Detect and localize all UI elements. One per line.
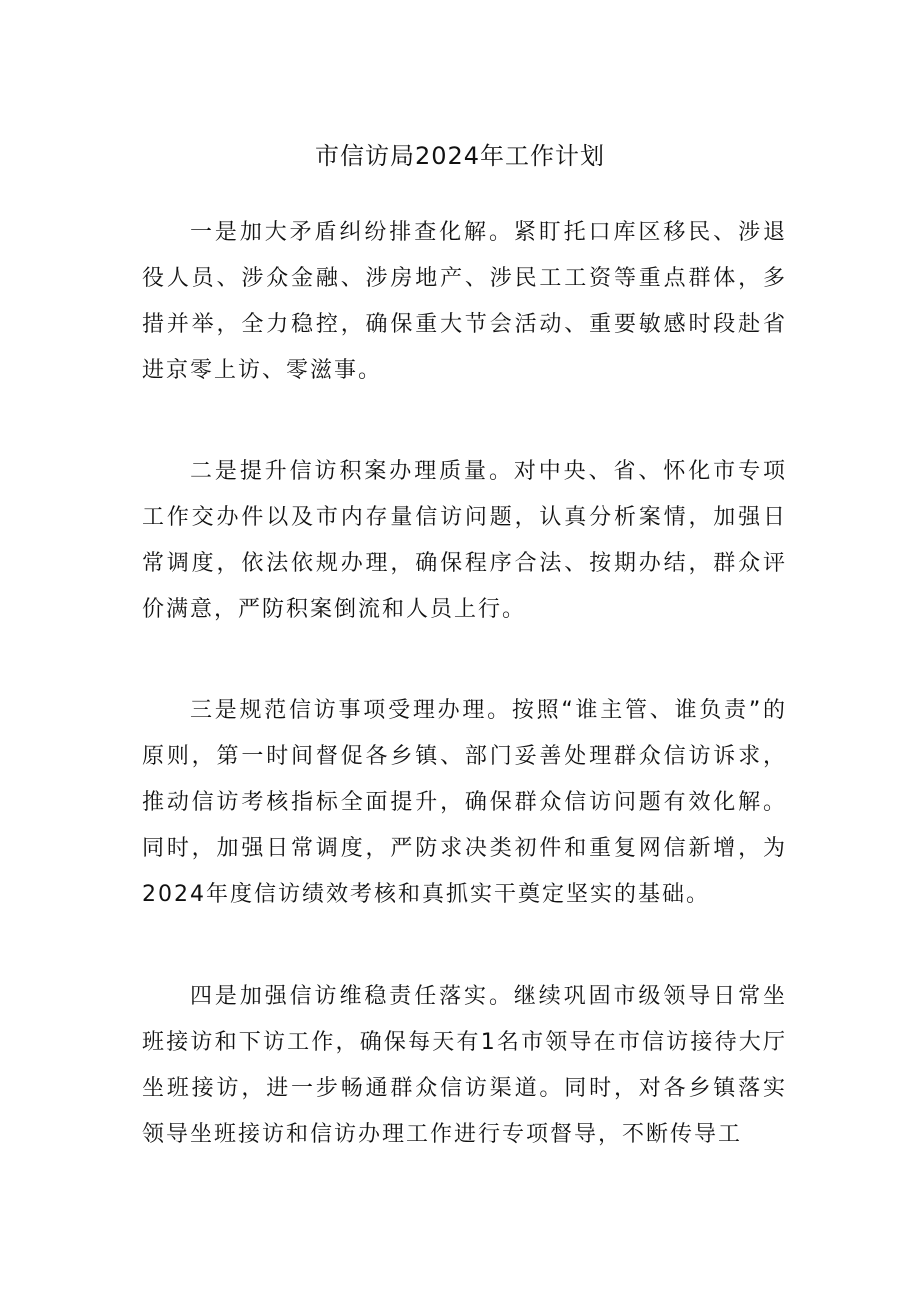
- paragraph-2: 二是提升信访积案办理质量。对中央、省、怀化市专项工作交办件以及市内存量信访问题，认真分析案情，加强日常调度，依法依规办理，确保程序合法、按期办结，群众评价满意，严防积案倒流和人员上行。: [142, 459, 787, 622]
- paragraph-1: 一是加大矛盾纠纷排查化解。紧盯托口库区移民、涉退役人员、涉众金融、涉房地产、涉民工工资等重点群体，多措并举，全力稳控，确保重大节会活动、重要敏感时段赴省进京零上访、零滋事。: [142, 220, 787, 383]
- paragraph-4: 四是加强信访维稳责任落实。继续巩固市级领导日常坐班接访和下访工作，确保每天有1名市领导在市信访接待大厅坐班接访，进一步畅通群众信访渠道。同时，对各乡镇落实领导坐班接访和信访办理工作进行专项督导，不断传导工: [142, 984, 787, 1147]
- paragraph-3: 三是规范信访事项受理办理。按照“谁主管、谁负责”的原则，第一时间督促各乡镇、部门妥善处理群众信访诉求，推动信访考核指标全面提升，确保群众信访问题有效化解。同时，加强日常调度，严防求决类初件和重复网信新增，为2024年度信访绩效考核和真抓实干奠定坚实的基础。: [142, 698, 787, 907]
- document-title: 市信访局2024年工作计划: [314, 142, 606, 170]
